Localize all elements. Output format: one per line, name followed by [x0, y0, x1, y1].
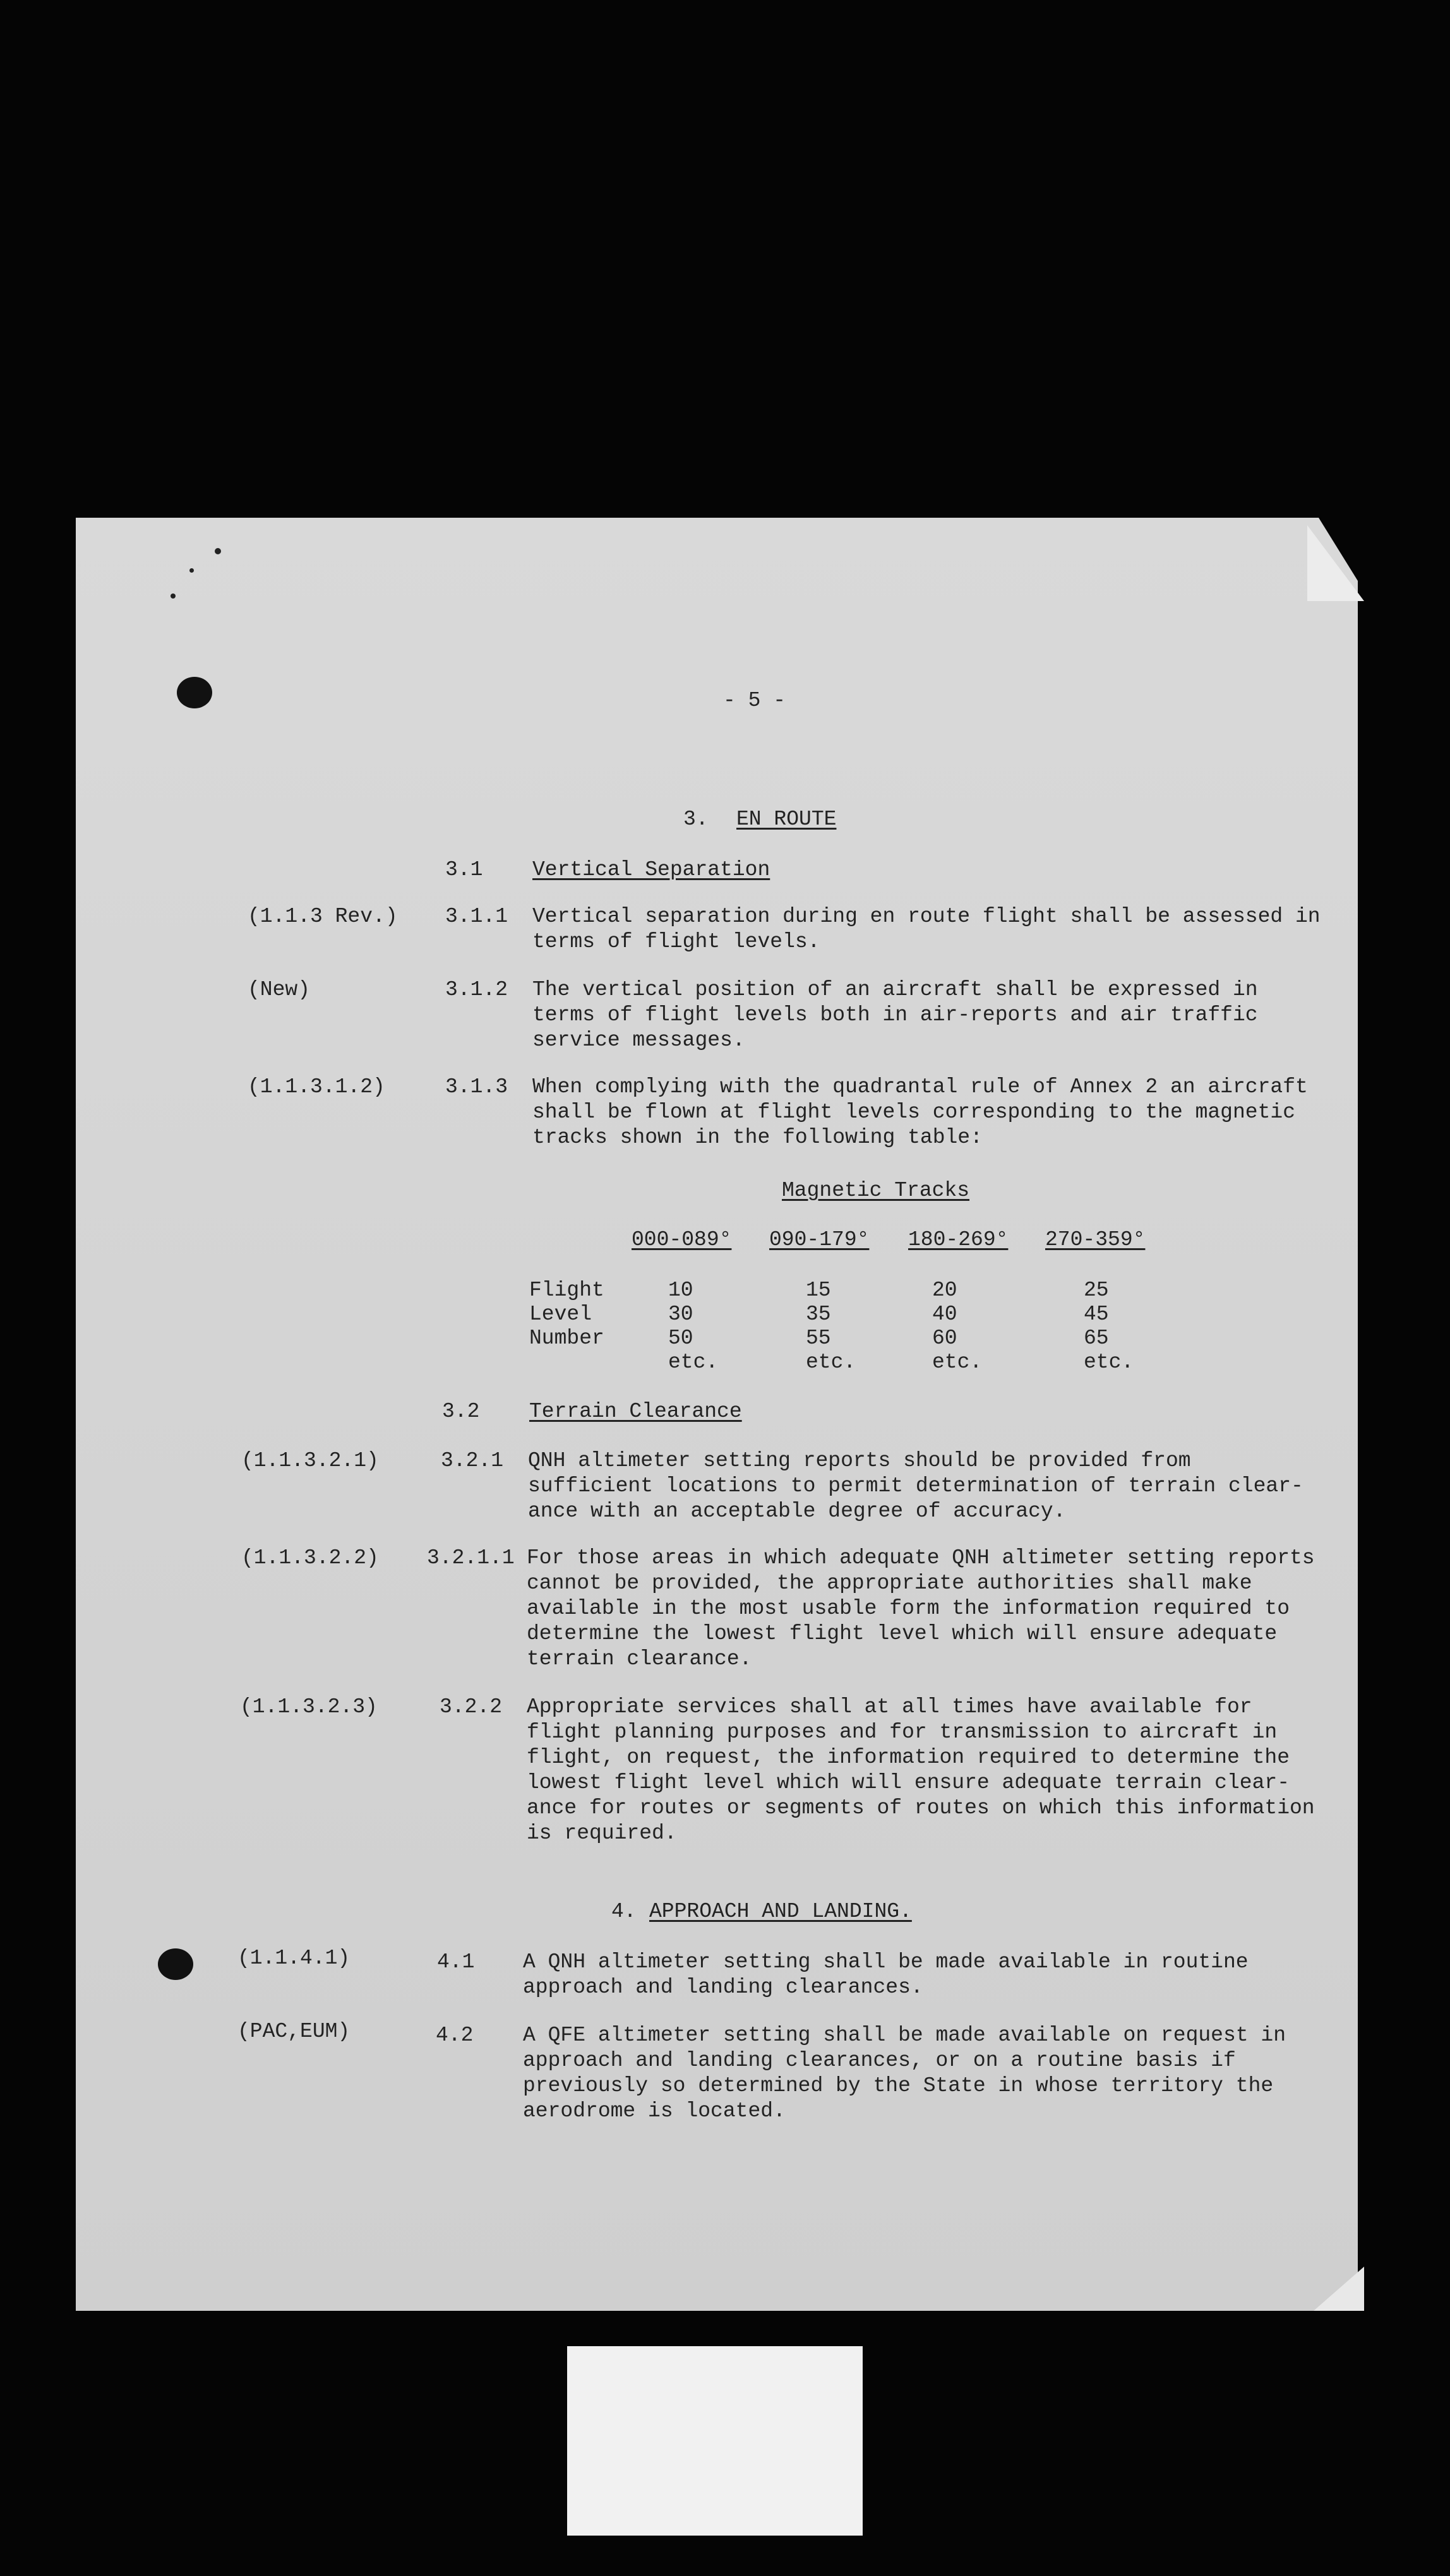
para-line: For those areas in which adequate QNH altimeter setting reports — [527, 1546, 1315, 1570]
para-line: When complying with the quadrantal rule of Annex 2 an aircraft — [532, 1075, 1308, 1099]
blank-card — [567, 2346, 863, 2536]
para-line: A QFE altimeter setting shall be made available on request in — [523, 2024, 1286, 2047]
para-line: lowest flight level which will ensure adequate terrain clear- — [527, 1771, 1290, 1794]
para-line: sufficient locations to permit determination of terrain clear- — [528, 1474, 1303, 1498]
ref-3-1-1: (1.1.3 Rev.) — [248, 905, 398, 928]
page-number: - 5 - — [723, 689, 786, 712]
para-line: previously so determined by the State in whose territory the — [523, 2074, 1274, 2097]
ink-mark — [215, 548, 221, 554]
table-caption: Magnetic Tracks — [782, 1179, 970, 1202]
table-cell: etc. — [932, 1351, 983, 1374]
para-4-2-text — [523, 2023, 1286, 2124]
table-cell: 20 — [932, 1279, 957, 1302]
para-4-1-number: 4.1 — [437, 1950, 475, 1974]
table-cell: 55 — [806, 1327, 831, 1350]
para-3-2-1-text — [528, 1448, 1303, 1524]
para-3-2-1-1-number: 3.2.1.1 — [427, 1546, 515, 1570]
ink-mark — [171, 593, 176, 599]
para-4-2-number: 4.2 — [436, 2024, 474, 2047]
para-line: service messages. — [532, 1029, 745, 1052]
para-3-1-1-text — [532, 904, 1321, 955]
para-line: Vertical separation during en route flight shall be assessed in — [532, 905, 1321, 928]
table-cell: 35 — [806, 1303, 831, 1326]
table-cell: 50 — [668, 1327, 693, 1350]
para-line: shall be flown at flight levels corresponding to the magnetic — [532, 1100, 1295, 1124]
para-line: approach and landing clearances. — [523, 1976, 923, 1999]
para-3-1-3-number: 3.1.3 — [445, 1075, 508, 1099]
para-3-2-1-number: 3.2.1 — [441, 1449, 504, 1472]
ref-3-1-2: (New) — [248, 978, 311, 1001]
ref-3-1-3: (1.1.3.1.2) — [248, 1075, 385, 1099]
table-header: 090-179° — [769, 1228, 870, 1251]
para-line: A QNH altimeter setting shall be made available in routine — [523, 1950, 1249, 1974]
para-3-1-1-number: 3.1.1 — [445, 905, 508, 928]
table-header: 000-089° — [632, 1228, 732, 1251]
para-line: determine the lowest flight level which will ensure adequate — [527, 1622, 1278, 1645]
table-cell: etc. — [1084, 1351, 1134, 1374]
ref-4-1: (1.1.4.1) — [237, 1947, 351, 1970]
section-3-title: EN ROUTE — [736, 808, 837, 831]
table-cell: etc. — [806, 1351, 856, 1374]
para-line: terrain clearance. — [527, 1647, 752, 1671]
para-line: flight, on request, the information required to determine the — [527, 1746, 1290, 1769]
subsection-3-1-number: 3.1 — [445, 858, 483, 881]
para-line: flight planning purposes and for transmission to aircraft in — [527, 1720, 1278, 1744]
table-cell: 15 — [806, 1279, 831, 1302]
para-line: tracks shown in the following table: — [532, 1126, 983, 1149]
section-4-title: APPROACH AND LANDING. — [649, 1900, 912, 1923]
table-cell: 65 — [1084, 1327, 1109, 1350]
ref-3-2-2: (1.1.3.2.3) — [240, 1695, 378, 1719]
table-header: 180-269° — [908, 1228, 1009, 1251]
para-line: Appropriate services shall at all times have available for — [527, 1695, 1252, 1719]
row-label: Flight — [529, 1279, 604, 1302]
punch-hole — [177, 677, 212, 708]
para-line: aerodrome is located. — [523, 2099, 786, 2123]
ink-mark — [189, 568, 194, 573]
para-line: The vertical position of an aircraft shall be expressed in — [532, 978, 1258, 1001]
row-label: Level — [529, 1303, 592, 1326]
ref-3-2-1: (1.1.3.2.1) — [241, 1449, 379, 1472]
para-line: approach and landing clearances, or on a routine basis if — [523, 2049, 1236, 2072]
para-4-1-text — [523, 1950, 1249, 2000]
para-line: terms of flight levels. — [532, 930, 820, 953]
para-3-1-2-text — [532, 977, 1258, 1053]
para-line: cannot be provided, the appropriate authorities shall make — [527, 1571, 1252, 1595]
para-line: QNH altimeter setting reports should be provided from — [528, 1449, 1191, 1472]
section-4-number: 4. — [611, 1900, 637, 1923]
para-3-2-2-text — [527, 1695, 1315, 1846]
ref-4-2: (PAC,EUM) — [237, 2020, 351, 2043]
para-3-2-1-1-text — [527, 1546, 1315, 1672]
para-3-1-3-text — [532, 1075, 1308, 1150]
table-cell: etc. — [668, 1351, 719, 1374]
para-line: available in the most usable form the information required to — [527, 1597, 1290, 1620]
para-3-1-2-number: 3.1.2 — [445, 978, 508, 1001]
folded-corner-top — [1307, 525, 1364, 601]
para-line: terms of flight levels both in air-reports and air traffic — [532, 1003, 1258, 1027]
subsection-3-2-number: 3.2 — [442, 1400, 480, 1423]
table-cell: 45 — [1084, 1303, 1109, 1326]
table-header: 270-359° — [1045, 1228, 1146, 1251]
row-label: Number — [529, 1327, 604, 1350]
table-cell: 60 — [932, 1327, 957, 1350]
para-line: is required. — [527, 1822, 677, 1845]
punch-hole — [158, 1948, 193, 1980]
table-cell: 25 — [1084, 1279, 1109, 1302]
subsection-3-2-title: Terrain Clearance — [529, 1400, 742, 1423]
subsection-3-1-title: Vertical Separation — [532, 858, 770, 881]
para-line: ance for routes or segments of routes on which this information — [527, 1796, 1315, 1820]
para-3-2-2-number: 3.2.2 — [440, 1695, 503, 1719]
ref-3-2-1-1: (1.1.3.2.2) — [241, 1546, 379, 1570]
section-3-number: 3. — [683, 808, 709, 831]
table-cell: 10 — [668, 1279, 693, 1302]
table-cell: 40 — [932, 1303, 957, 1326]
para-line: ance with an acceptable degree of accuracy. — [528, 1500, 1066, 1523]
table-cell: 30 — [668, 1303, 693, 1326]
